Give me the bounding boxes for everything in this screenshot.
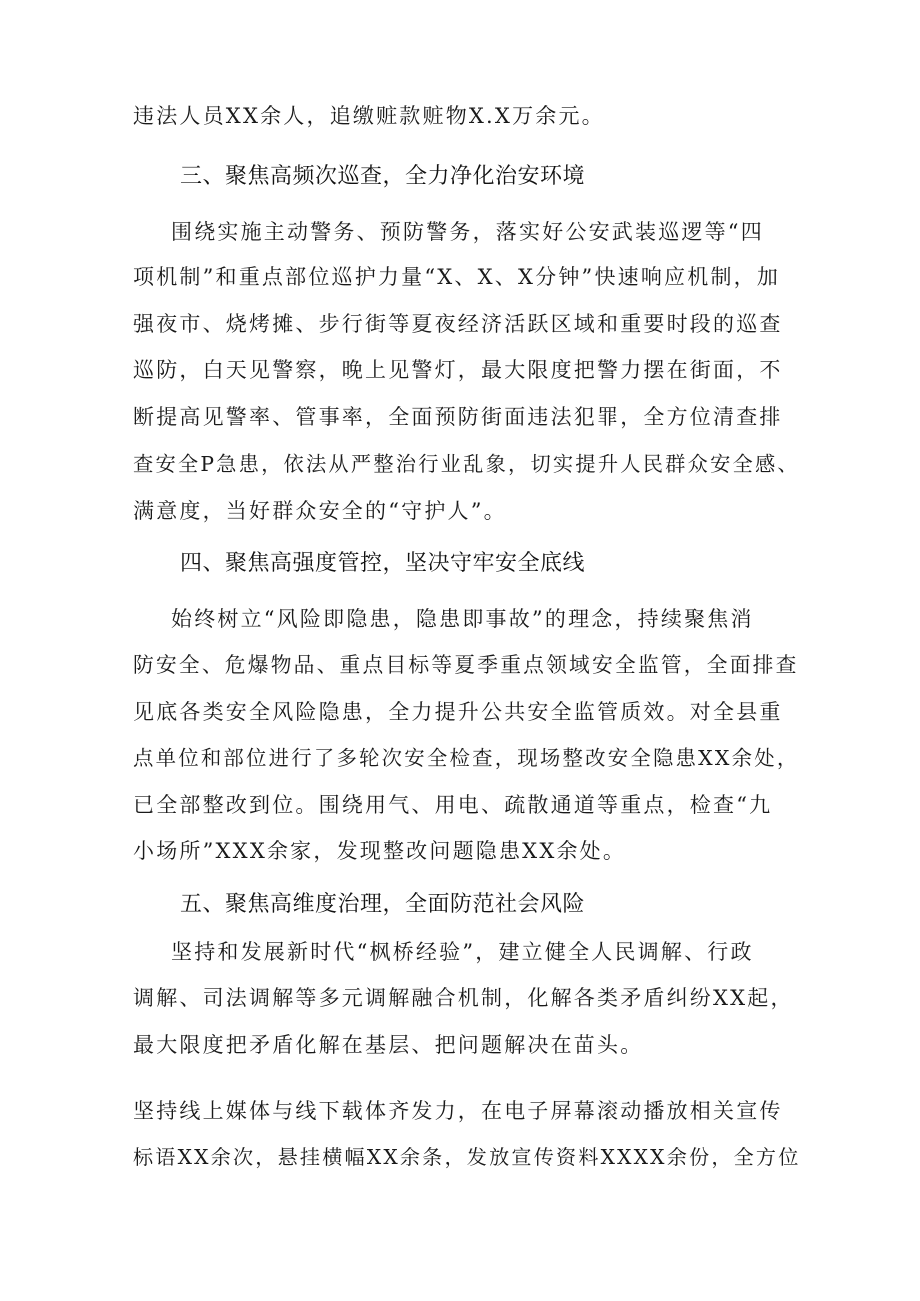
paragraph-line: 标语XX余次，悬挂横幅XX余条，发放宣传资料XXXX余份，全方位 — [133, 1145, 801, 1169]
paragraph-line: 坚持和发展新时代“枫桥经验”，建立健全人民调解、行政 — [171, 940, 754, 964]
paragraph-line: 巡防，白天见警察，晚上见警灯，最大限度把警力摆在街面，不 — [133, 358, 783, 382]
paragraph-line: 调解、司法调解等多元调解融合机制，化解各类矛盾纠纷XX起， — [133, 986, 794, 1010]
paragraph-line: 始终树立“风险即隐患，隐患即事故”的理念，持续聚焦消 — [171, 607, 754, 631]
section-heading-3: 三、聚焦高频次巡查，全力净化治安环境 — [180, 164, 586, 189]
paragraph-line: 违法人员XX余人，追缴赃款赃物X.X万余元。 — [133, 104, 605, 128]
section-heading-5: 五、聚焦高维度治理，全面防范社会风险 — [180, 892, 586, 917]
paragraph-line: 防安全、危爆物品、重点目标等夏季重点领域安全监管，全面排查 — [133, 653, 799, 677]
paragraph-line: 查安全P急患，依法从严整治行业乱象，切实提升人民群众安全感、 — [133, 452, 800, 476]
paragraph-line: 满意度，当好群众安全的“守护人”。 — [133, 499, 507, 523]
section-heading-4: 四、聚焦高强度管控，坚决守牢安全底线 — [180, 551, 586, 576]
paragraph-line: 断提高见警率、管事率，全面预防街面违法犯罪，全方位清查排 — [133, 405, 783, 429]
paragraph-line: 点单位和部位进行了多轮次安全检查，现场整改安全隐患XX余处， — [133, 746, 800, 770]
paragraph-line: 坚持线上媒体与线下载体齐发力，在电子屏幕滚动播放相关宣传 — [133, 1099, 783, 1123]
paragraph-line: 见底各类安全风险隐患，全力提升公共安全监管质效。对全县重 — [133, 700, 783, 724]
paragraph-line: 已全部整改到位。围绕用气、用电、疏散通道等重点，检查“九 — [133, 793, 773, 817]
paragraph-line: 围绕实施主动警务、预防警务，落实好公安武装巡逻等“四 — [171, 220, 764, 244]
paragraph-line: 小场所”XXX余家，发现整改问题隐患XX余处。 — [133, 839, 627, 863]
paragraph-line: 最大限度把矛盾化解在基层、把问题解决在苗头。 — [133, 1033, 644, 1057]
paragraph-line: 项机制”和重点部位巡护力量“X、X、X分钟”快速响应机制，加 — [133, 265, 781, 289]
paragraph-line: 强夜市、烧烤摊、步行街等夏夜经济活跃区域和重要时段的巡查 — [133, 312, 783, 336]
